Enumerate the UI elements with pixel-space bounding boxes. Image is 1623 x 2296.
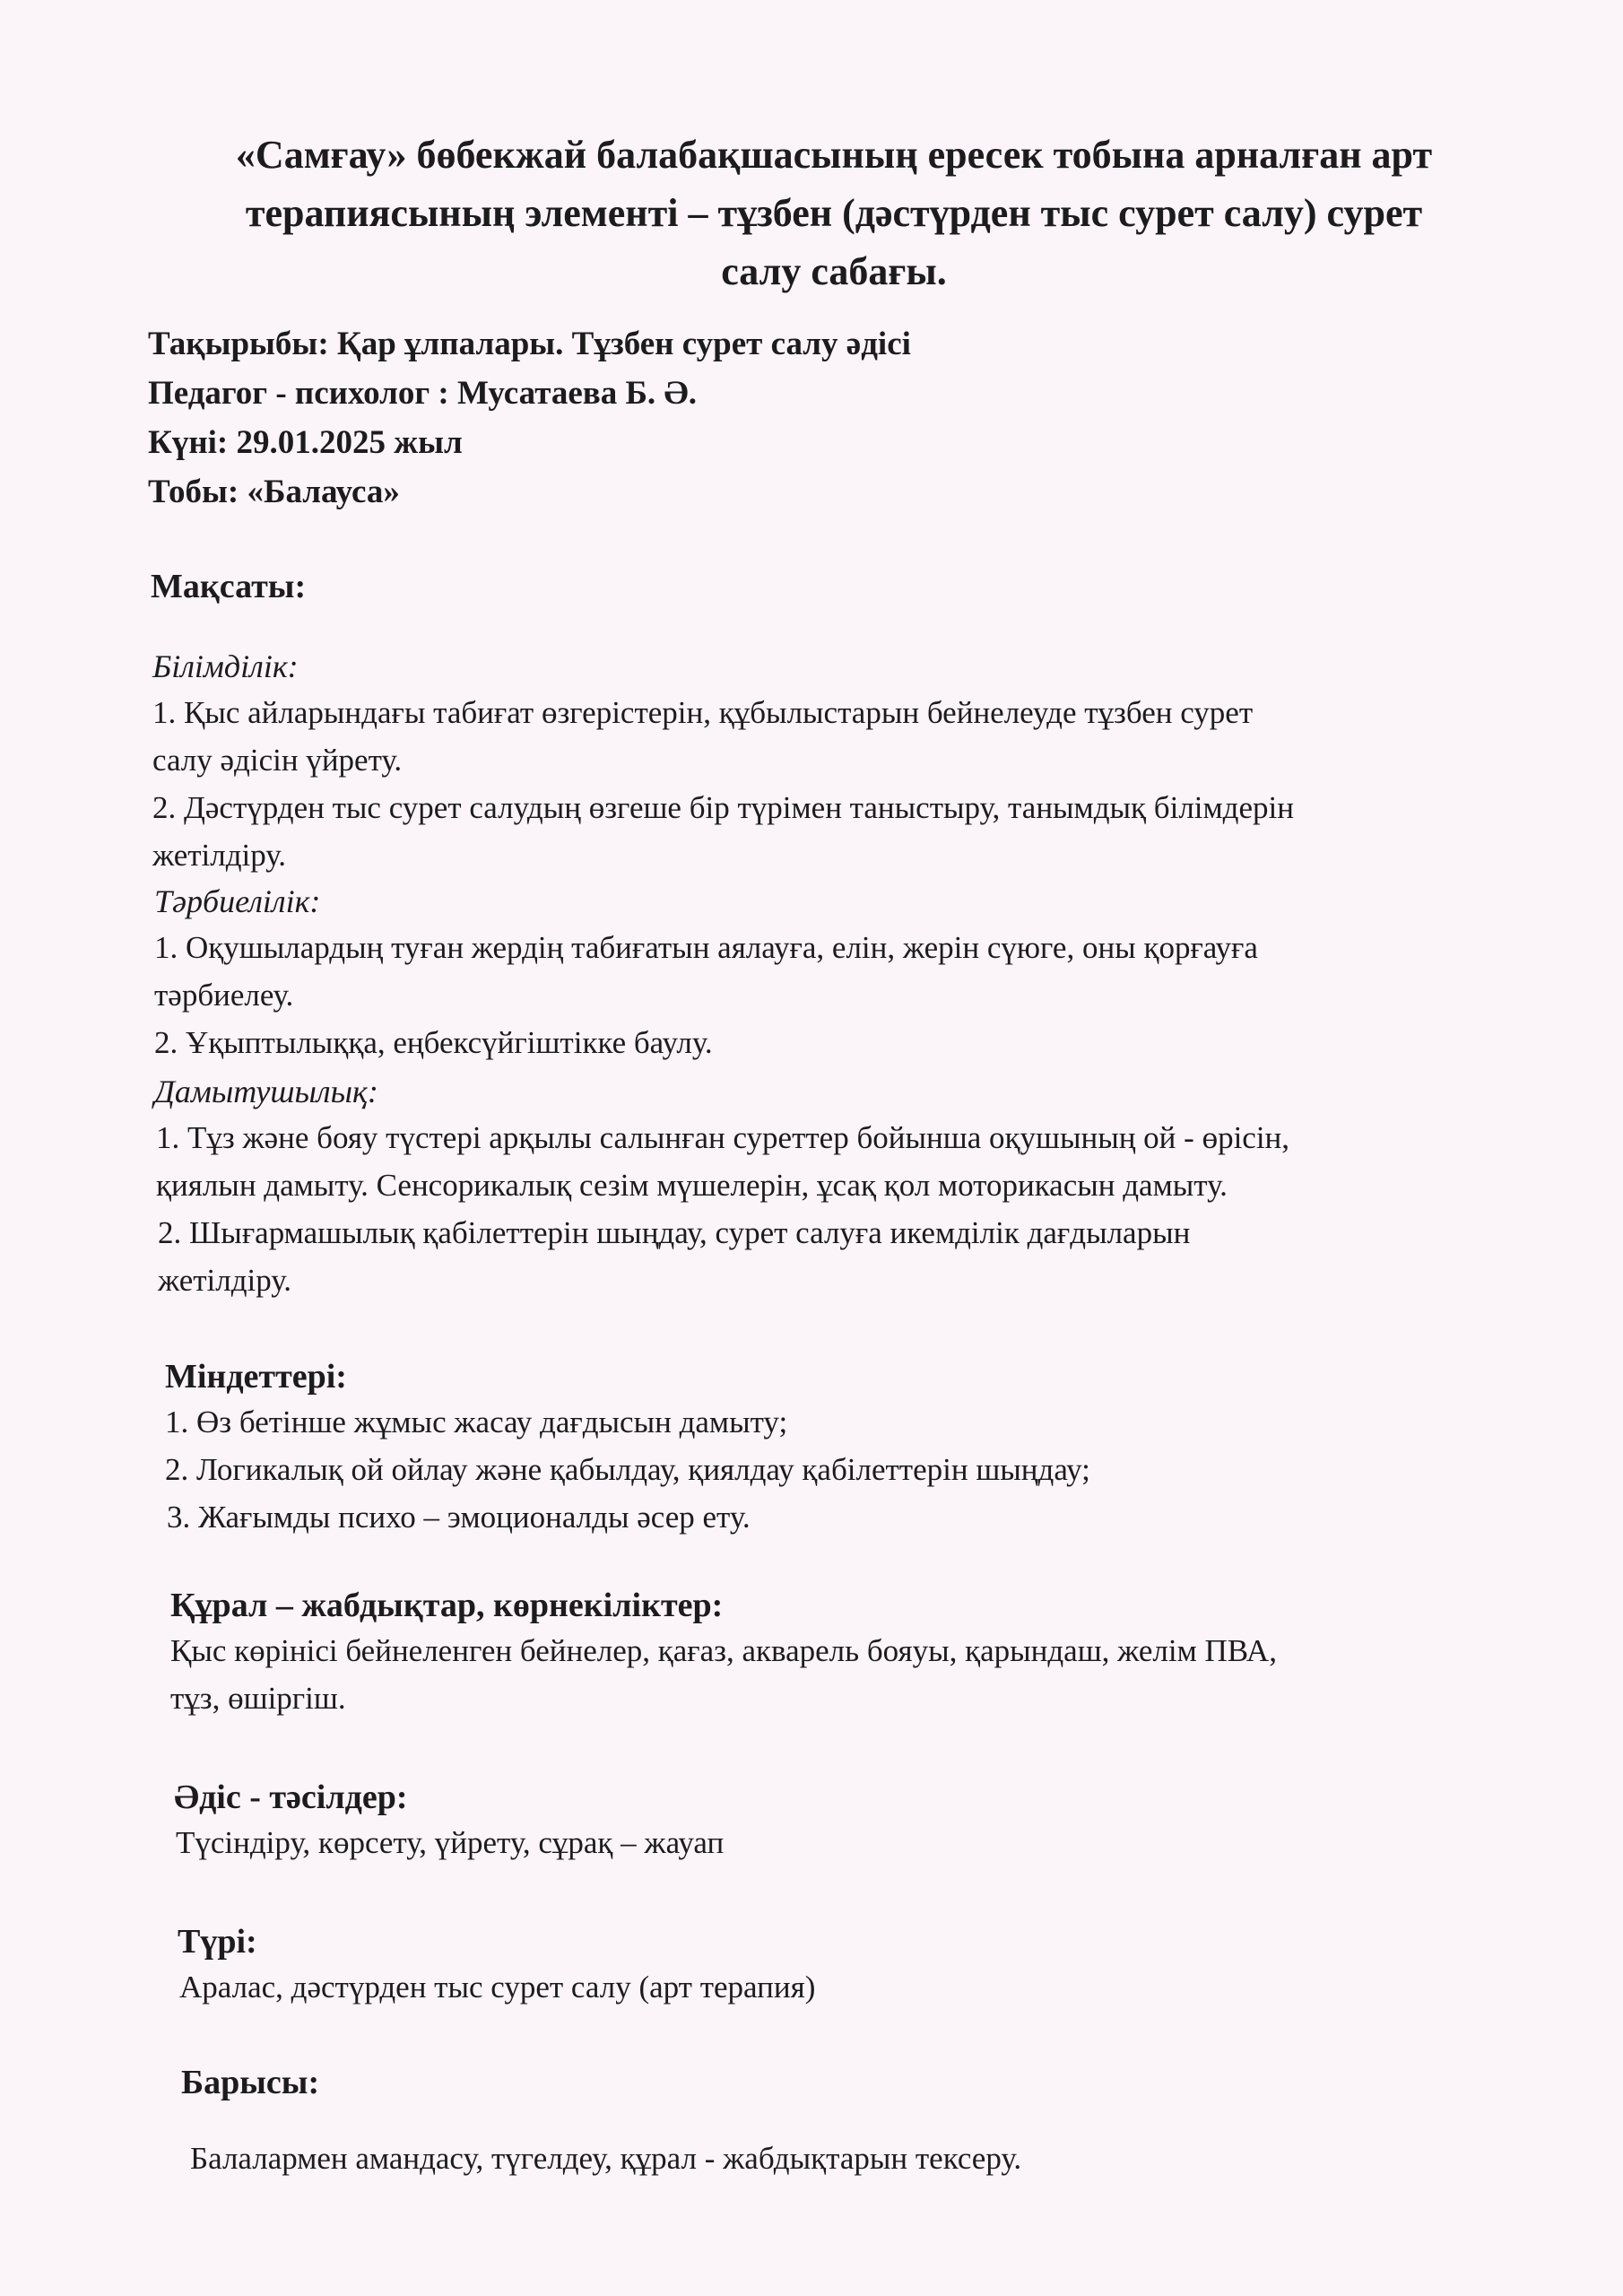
developmental-line: жетілдіру.	[158, 1263, 292, 1298]
teacher: Педагог - психолог : Мусатаева Б. Ә.	[148, 375, 698, 412]
upbringing-line: 1. Оқушылардың туған жердің табиғатын аялауға, елін, жерін сүюге, оны қорғауға	[154, 930, 1258, 965]
educational-line: жетілдіру.	[152, 838, 287, 873]
upbringing-line: 2. Ұқыптылыққа, еңбексүйгіштікке баулу.	[154, 1025, 713, 1060]
educational-line: 1. Қыс айларындағы табиғат өзгерістерін, құбылыстарын бейнелеуде тұзбен сурет	[152, 695, 1254, 730]
progress-text: Балалармен амандасу, түгелдеу, құрал - жабдықтарын тексеру.	[190, 2141, 1022, 2176]
type-text: Аралас, дәстүрден тыс сурет салу (арт терапия)	[179, 1970, 816, 2005]
title-line: терапиясының элементі – тұзбен (дәстүрден тыс сурет салу) сурет	[245, 191, 1423, 235]
goals-heading: Мақсаты:	[151, 568, 307, 605]
progress-heading: Барысы:	[181, 2064, 320, 2101]
developmental-line: 1. Тұз және бояу түстері арқылы салынған суреттер бойынша оқушының ой - өрісін,	[156, 1120, 1290, 1155]
equipment-heading: Құрал – жабдықтар, көрнекіліктер:	[170, 1587, 724, 1624]
developmental-line: қиялын дамыту. Сенсорикалық сезім мүшелерін, ұсақ қол моторикасын дамыту.	[156, 1168, 1228, 1203]
title-line: «Самғау» бөбекжай балабақшасының ересек тобына арналған арт	[235, 133, 1433, 177]
developmental-line: 2. Шығармашылық қабілеттерін шыңдау, сурет салуға икемділік дағдыларын	[158, 1215, 1191, 1250]
tasks-heading: Міндеттері:	[165, 1358, 347, 1396]
upbringing-line: тәрбиелеу.	[154, 978, 294, 1013]
document-title	[161, 126, 1506, 300]
task-item: 3. Жағымды психо – эмоционалды әсер ету.	[167, 1500, 751, 1535]
educational-line: 2. Дәстүрден тыс сурет салудың өзгеше бір түрімен таныстыру, танымдық білімдерін	[152, 790, 1294, 825]
lesson-date: Күні: 29.01.2025 жыл	[148, 424, 463, 461]
methods-text: Түсіндіру, көрсету, үйрету, сұрақ – жауап	[176, 1825, 725, 1860]
task-item: 2. Логикалық ой ойлау және қабылдау, қиялдау қабілеттерін шыңдау;	[165, 1452, 1090, 1487]
equipment-line: Қыс көрінісі бейнеленген бейнелер, қағаз, акварель бояуы, қарындаш, желім ПВА,	[170, 1633, 1277, 1668]
topic: Тақырыбы: Қар ұлпалары. Тұзбен сурет салу әдісі	[148, 326, 911, 362]
developmental-label: Дамытушылық:	[154, 1074, 378, 1109]
educational-line: салу әдісін үйрету.	[152, 743, 403, 778]
upbringing-label: Тәрбиелілік:	[154, 883, 321, 919]
type-heading: Түрі:	[178, 1923, 257, 1961]
title-line: салу сабағы.	[721, 249, 947, 293]
educational-label: Білімділік:	[152, 648, 299, 684]
methods-heading: Әдіс - тәсілдер:	[174, 1779, 408, 1816]
task-item: 1. Өз бетінше жұмыс жасау дағдысын дамыту;	[165, 1405, 788, 1439]
equipment-line: тұз, өшіргіш.	[170, 1681, 346, 1716]
group: Тобы: «Балауса»	[148, 474, 400, 510]
